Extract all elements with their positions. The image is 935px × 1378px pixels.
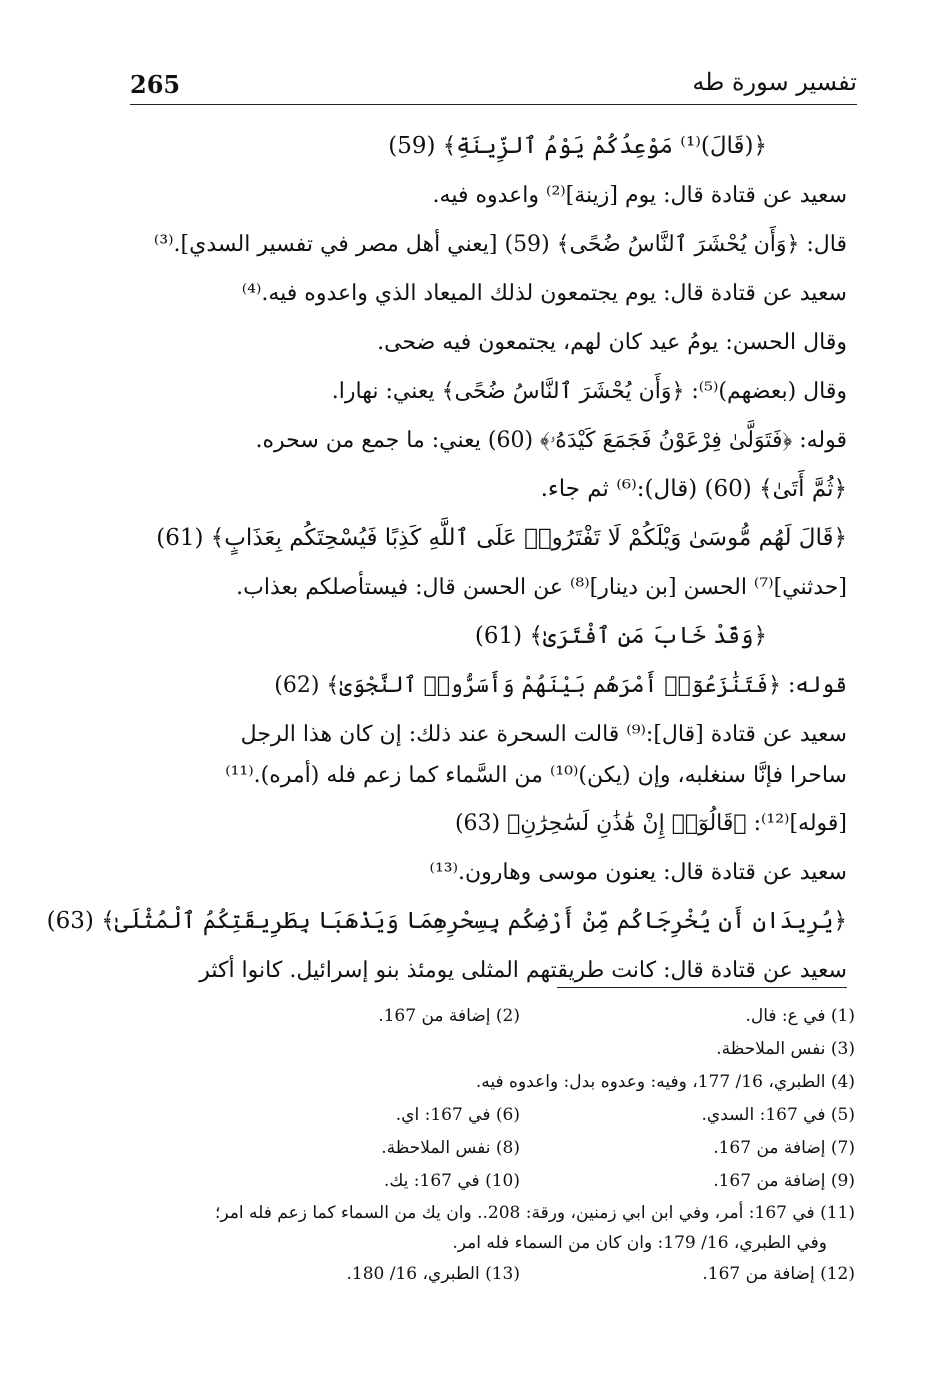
text-line: سعيد عن قتادة قال: يعنون موسى وهارون.⁽¹³⁾ [429, 860, 847, 885]
footnote-row [150, 1132, 855, 1165]
text-line: قوله: ﴿فَتَنَٰزَعُوٓا۟ أَمْرَهُم بَيْنَهُمْ وَأَسَرُّوا۟ ٱلنَّجْوَىٰ﴾ (62) [274, 673, 847, 698]
footnote: (8) نفس الملاحظة. [381, 1138, 520, 1158]
text-line: قال: ﴿وَأَن يُحْشَرَ ٱلنَّاسُ ضُحًى﴾ (59) [يعني أهل مصر في تفسير السدي].⁽³⁾ [153, 232, 847, 257]
footnote-row [150, 1099, 855, 1132]
main-text [46, 122, 847, 995]
verse-line: ﴿قَالَ لَهُم مُّوسَىٰ وَيْلَكُمْ لَا تَفْتَرُوا۟ عَلَى ٱللَّهِ كَذِبًا فَيُسْحِتَكُم بِعَذَابٍ﴾ (61) [156, 525, 847, 551]
footnote-row [150, 1258, 855, 1291]
footnote: (13) الطبري، 16/ 180. [346, 1264, 520, 1284]
footnote: (9) إضافة من 167. [713, 1171, 855, 1191]
text-line: سعيد عن قتادة قال: يوم [زينة]⁽²⁾ واعدوه فيه. [432, 183, 847, 208]
footnote-rule [557, 987, 847, 988]
footnote-row [150, 1198, 855, 1228]
text-line: وقال الحسن: يومُ عيد كان لهم، يجتمعون فيه ضحى. [377, 330, 847, 355]
text-line: سعيد عن قتادة قال: يوم يجتمعون لذلك الميعاد الذي واعدوه فيه.⁽⁴⁾ [241, 281, 847, 306]
footnote: (6) في 167: اي. [395, 1105, 520, 1125]
footnote: (12) إضافة من 167. [702, 1264, 855, 1284]
footnote: (5) في 167: السدي. [701, 1105, 855, 1125]
footnote-row [150, 1165, 855, 1198]
page-number: 265 [130, 70, 181, 99]
verse-line: ﴿يُرِيدَانِ أَن يُخْرِجَاكُم مِّنْ أَرْضِكُم بِسِحْرِهِمَا وَيَذْهَبَا بِطَرِيقَتِكُمُ ٱلْمُثْلَىٰ﴾ (63) [46, 908, 847, 934]
verse-line: ﴿(قَالَ)⁽¹⁾ مَوْعِدُكُمْ يَوْمُ ٱلزِّينَةِ﴾ (59) [388, 133, 767, 159]
footnote-row [150, 1228, 855, 1258]
footnote: (7) إضافة من 167. [713, 1138, 855, 1158]
footnote: (11) في 167: أمر، وفي ابن ابي زمنين، ورقة: 208.. وان يك من السماء كما زعم فله امر؛ [215, 1203, 855, 1223]
footnote-continuation: وفي الطبري، 16/ 179: وان كان من السماء فله امر. [452, 1233, 827, 1253]
footnote: (10) في 167: يك. [383, 1171, 520, 1191]
footnote: (4) الطبري، 16/ 177، وفيه: وعدوه بدل: واعدوه فيه. [475, 1072, 855, 1092]
footnotes [150, 1000, 855, 1291]
text-line: وقال (بعضهم)⁽⁵⁾: ﴿وَأَن يُحْشَرَ ٱلنَّاسُ ضُحًى﴾ يعني: نهارا. [331, 379, 847, 404]
verse-line: ﴿ثُمَّ أَتَىٰ﴾ (60) (قال):⁽⁶⁾ ثم جاء. [540, 476, 847, 502]
footnote-row [150, 1033, 855, 1066]
footnote-row [150, 1066, 855, 1099]
footnote-row [150, 1000, 855, 1033]
verse-line: ﴿وَقَدْ خَابَ مَنِ ٱفْتَرَىٰ﴾ (61) [474, 623, 767, 649]
text-line: [حدثني]⁽⁷⁾ الحسن [بن دينار]⁽⁸⁾ عن الحسن قال: فيستأصلكم بعذاب. [236, 575, 847, 600]
footnote: (1) في ع: فال. [745, 1006, 855, 1026]
text-line: سعيد عن قتادة [قال]:⁽⁹⁾ قالت السحرة عند ذلك: إن كان هذا الرجل [240, 722, 847, 747]
text-line: قوله: ﴿فَتَوَلَّىٰ فِرْعَوْنُ فَجَمَعَ كَيْدَهُۥ﴾ (60) يعني: ما جمع من سحره. [255, 428, 847, 453]
text-line: ساحرا فإنَّا سنغلبه، وإن (يكن)⁽¹⁰⁾ من السَّماء كما زعم فله (أمره).⁽¹¹⁾ [225, 763, 847, 788]
header-rule [130, 104, 857, 105]
page-header [130, 58, 857, 102]
footnote: (2) إضافة من 167. [378, 1006, 520, 1026]
text-line: سعيد عن قتادة قال: كانت طريقتهم المثلى يومئذ بنو إسرائيل. كانوا أكثر [199, 958, 847, 983]
running-title: تفسير سورة طه [692, 68, 857, 96]
text-line: [قوله]⁽¹²⁾: ﴿قَالُوٓا۟ إِنْ هَٰذَٰنِ لَسَٰحِرَٰنِ﴾ (63) [454, 811, 847, 836]
footnote: (3) نفس الملاحظة. [716, 1039, 855, 1059]
